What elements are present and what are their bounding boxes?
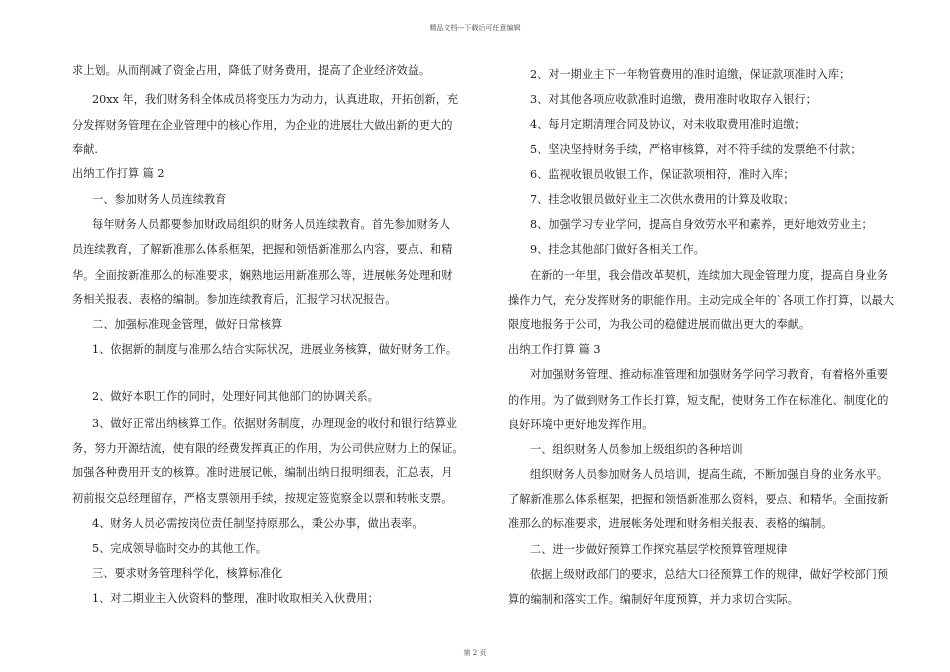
text-line: 求上划。从而削减了资金占用，降低了财务费用，提高了企业经济效益。: [72, 64, 431, 77]
text-line: 务，努力开源结流，使有限的经费发挥真正的作用，为公司供应财力上的保证。: [72, 442, 464, 455]
text-line: 奉献.: [72, 143, 98, 156]
text-line: 2、对一期业主下一年物管费用的准时追缴，保证款项准时入库；: [530, 68, 851, 81]
text-line: 每年财务人员都要参加财政局组织的财务人员连续教育。首先参加财务人: [92, 218, 451, 231]
text-line: 2、做好本职工作的同时，处理好同其他部门的协调关系。: [92, 390, 379, 403]
text-line: 3、对其他各项应收款准时追缴，费用准时收取存入银行；: [530, 93, 817, 106]
text-line: 3、做好正常出纳核算工作。依据财务制度，办理现金的收付和银行结算业: [92, 417, 458, 430]
text-line: 务相关报表、表格的编制。参加连续教育后，汇报学习状况报告。: [72, 293, 397, 306]
page-header: 精品文档---下载后可任意编辑: [429, 24, 521, 32]
text-line: 操作力气，充分发挥财务的职能作用。主动完成全年的`各项工作打算，以最大: [508, 294, 894, 307]
text-line: 算的编制和落实工作。编制好年度预算，并力求切合实际。: [508, 593, 799, 606]
text-line: 初前报交总经理留存，严格支票领用手续，按规定签览察金以票和转帐支票。: [72, 492, 453, 505]
text-line: 在新的一年里，我会借改革契机，连续加大现金管理力度，提高自身业务: [530, 269, 889, 282]
text-line: 6、监视收银员收银工作，保证款项相符，准时入库；: [530, 168, 795, 181]
text-line: 1、依据新的制度与准那么结合实际状况，进展业务核算，做好财务工作。: [92, 343, 458, 356]
text-line: 4、财务人员必需按岗位责任制坚持原那么，秉公办事，做出表率。: [92, 517, 424, 530]
text-line: 5、坚决坚持财务手续，严格审核算，对不符手续的发票绝不付款；: [530, 143, 862, 156]
text-line: 良好环境中更好地发挥作用。: [508, 418, 654, 431]
text-line: 依据上级财政部门的要求，总结大口径预算工作的规律，做好学校部门预: [530, 568, 889, 581]
text-line: 20xx 年，我们财务科全体成员将变压力为动力，认真进取，开拓创新，充: [92, 93, 459, 106]
text-line: 的作用。为了做到财务工作长打算，短支配，使财务工作在标准化、制度化的: [508, 394, 889, 407]
text-line: 1、对二期业主入伙资料的整理，准时收取相关入伙费用；: [92, 592, 379, 605]
text-line: 二、加强标准现金管理，做好日常核算: [92, 318, 283, 331]
text-line: 5、完成领导临时交办的其他工作。: [92, 542, 267, 555]
text-line: 4、每月定期清理合同及协议，对未收取费用准时追缴；: [530, 118, 806, 131]
section-heading: 出纳工作打算 篇 2: [72, 167, 165, 180]
text-line: 准那么的标准要求，进展帐务处理和财务相关报表、表格的编制。: [508, 517, 833, 530]
text-line: 对加强财务管理、推动标准管理和加强财务学问学习教育，有着格外重要: [530, 368, 889, 381]
text-line: 限度地报务于公司，为我公司的稳健进展而做出更大的奉献。: [508, 318, 811, 331]
text-line: 7、挂念收银员做好业主二次供水费用的计算及收取；: [530, 193, 795, 206]
text-line: 了解新准那么体系框架，把握和领悟新准那么资料，要点、和精华。全面按新: [508, 493, 889, 506]
text-line: 一、组织财务人员参加上级组织的各种培训: [530, 443, 743, 456]
text-line: 二、进一步做好预算工作探究基层学校预算管理规律: [530, 543, 788, 556]
text-line: 员连续教育，了解新准那么体系框架，把握和领悟新准那么内容，要点、和精: [72, 243, 453, 256]
section-heading: 出纳工作打算 篇 3: [508, 343, 601, 356]
text-line: 三、要求财务管理科学化，核算标准化: [92, 567, 283, 580]
text-line: 9、挂念其他部门做好各相关工作。: [530, 243, 705, 256]
text-line: 8、加强学习专业学问，提高自身效劳水平和素养，更好地效劳业主；: [530, 218, 873, 231]
page-footer: 第 2 页: [463, 649, 487, 657]
text-line: 组织财务人员参加财务人员培训，提高生疏，不断加强自身的业务水平。: [530, 468, 889, 481]
text-line: 一、参加财务人员连续教育: [92, 193, 227, 206]
text-line: 加强各种费用开支的核算。准时进展记帐，编制出纳日报明细表，汇总表，月: [72, 466, 453, 479]
text-line: 华。全面按新准那么的标准要求，娴熟地运用新准那么等，进展帐务处理和财: [72, 269, 453, 282]
text-line: 分发挥财务管理在企业管理中的核心作用，为企业的进展壮大做出新的更大的: [72, 119, 453, 132]
